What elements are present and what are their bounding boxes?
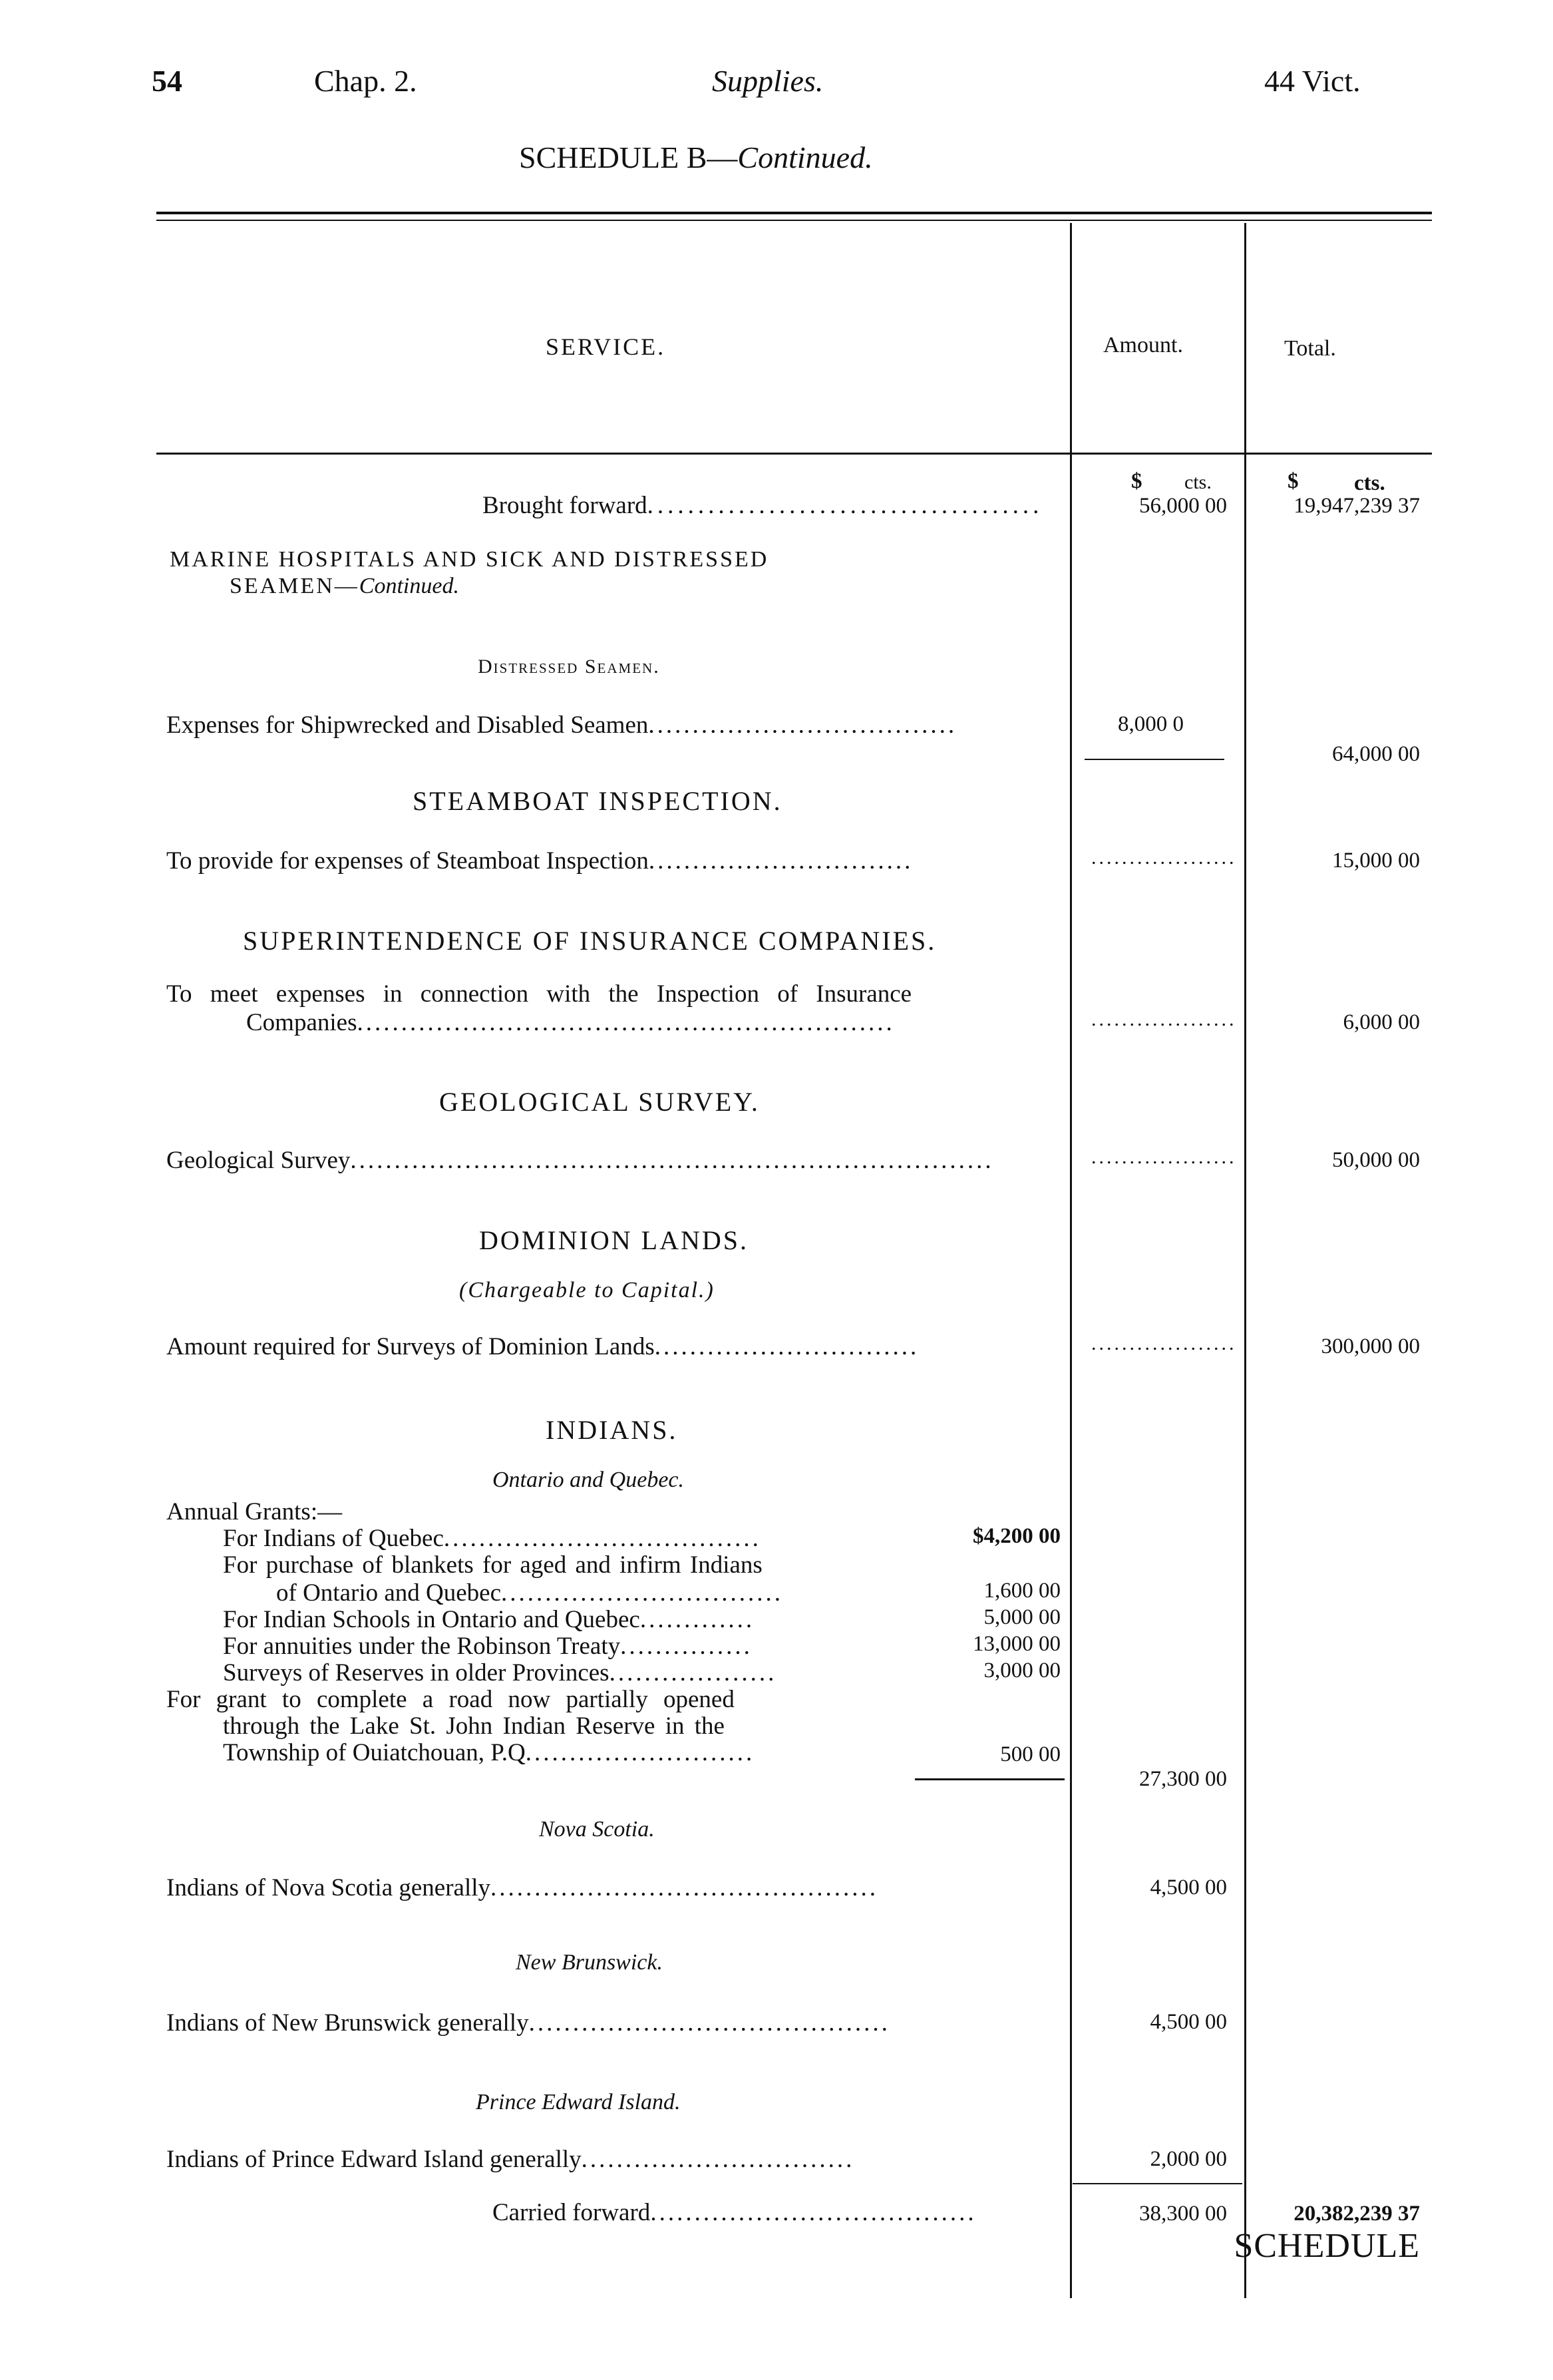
top-rule-thin: [156, 220, 1432, 221]
brought-forward-amount: 56,000 00: [1139, 494, 1227, 518]
indian-schools-value: 5,000 00: [983, 1605, 1061, 1629]
nova-scotia-amount: 4,500 00: [1150, 1876, 1227, 1899]
total-column-divider: [1244, 223, 1246, 2298]
shipwrecked-seamen-amount: 8,000 0: [1118, 712, 1184, 736]
total-dollar-sign: $: [1288, 469, 1299, 493]
dominion-amount-leaders: ...................: [1091, 1332, 1237, 1354]
geological-amount-leaders: ...................: [1091, 1146, 1237, 1168]
geological-label: Geological Survey.........................................................................: [166, 1147, 994, 1174]
page-number: 54: [152, 64, 182, 98]
subject-label: Supplies.: [712, 64, 824, 98]
schedule-title: [519, 140, 873, 175]
carried-forward-rule: [1073, 2183, 1242, 2184]
ontario-quebec-heading: Ontario and Quebec.: [492, 1468, 685, 1492]
schedule-title-continued: Continued.: [737, 140, 873, 174]
insurance-heading: SUPERINTENDENCE OF INSURANCE COMPANIES.: [243, 926, 937, 956]
insurance-amount-leaders: ...................: [1091, 1008, 1237, 1030]
robinson-treaty-value: 13,000 00: [973, 1632, 1061, 1656]
ontario-subtotal-rule: [915, 1778, 1065, 1780]
carried-forward-label: Carried forward.....................................: [492, 2199, 977, 2226]
amount-cents-label: cts.: [1184, 471, 1212, 493]
indians-heading: INDIANS.: [546, 1415, 678, 1445]
amount-column-divider: [1070, 223, 1072, 2298]
dominion-total: 300,000 00: [1321, 1334, 1420, 1358]
total-cents-label: cts.: [1354, 471, 1385, 495]
road-grant-line2: through the Lake St. John Indian Reserve in the: [223, 1712, 725, 1740]
pei-amount: 2,000 00: [1150, 2147, 1227, 2171]
ontario-subtotal: 27,300 00: [1139, 1767, 1227, 1791]
road-grant-line1: For grant to complete a road now partially opened: [166, 1686, 735, 1713]
steamboat-amount-leaders: ...................: [1091, 847, 1237, 869]
distressed-seamen-subheading: Distressed Seamen.: [478, 656, 660, 678]
marine-total: 64,000 00: [1332, 742, 1420, 766]
geological-heading: GEOLOGICAL SURVEY.: [439, 1087, 760, 1117]
blankets-label-line2: of Ontario and Quebec................................: [276, 1579, 784, 1607]
catchword: SCHEDULE: [1234, 2227, 1420, 2265]
amount-dollar-sign: $: [1131, 469, 1142, 493]
header-rule: [156, 453, 1432, 455]
road-grant-value: 500 00: [1000, 1742, 1061, 1766]
marine-heading-line2: SEAMEN—Continued.: [230, 574, 459, 598]
new-brunswick-heading: New Brunswick.: [516, 1950, 663, 1975]
insurance-label-line2: Companies.............................................................: [246, 1009, 895, 1036]
nova-scotia-heading: Nova Scotia.: [539, 1817, 655, 1842]
geological-total: 50,000 00: [1332, 1148, 1420, 1172]
robinson-treaty-label: For annuities under the Robinson Treaty...............: [223, 1633, 753, 1660]
brought-forward-total: 19,947,239 37: [1294, 494, 1420, 518]
marine-heading-line1: MARINE HOSPITALS AND SICK AND DISTRESSED: [170, 547, 769, 572]
amount-column-header: Amount.: [1103, 333, 1183, 357]
steamboat-heading: STEAMBOAT INSPECTION.: [413, 786, 782, 816]
surveys-reserves-value: 3,000 00: [983, 1659, 1061, 1683]
schedule-title-main: SCHEDULE B—: [519, 140, 738, 174]
pei-label: Indians of Prince Edward Island generally...............................: [166, 2146, 855, 2173]
total-column-header: Total.: [1284, 336, 1336, 361]
insurance-label-line1: To meet expenses in connection with the Inspection of Insurance: [166, 980, 912, 1008]
service-column-header: SERVICE.: [546, 333, 666, 360]
top-rule: [156, 212, 1432, 214]
indians-quebec-value: $4,200 00: [973, 1524, 1061, 1548]
dominion-label: Amount required for Surveys of Dominion Lands..............................: [166, 1333, 920, 1360]
new-brunswick-label: Indians of New Brunswick generally.........................................: [166, 2009, 890, 2037]
regnal-year: 44 Vict.: [1264, 64, 1361, 98]
dominion-heading: DOMINION LANDS.: [479, 1225, 749, 1255]
blankets-value: 1,600 00: [983, 1579, 1061, 1603]
carried-forward-total: 20,382,239 37: [1294, 2202, 1420, 2226]
surveys-reserves-label: Surveys of Reserves in older Provinces...................: [223, 1659, 777, 1686]
pei-heading: Prince Edward Island.: [476, 2090, 681, 2114]
chapter-label: Chap. 2.: [314, 64, 417, 98]
steamboat-total: 15,000 00: [1332, 849, 1420, 873]
insurance-total: 6,000 00: [1343, 1010, 1420, 1034]
annual-grants-label: Annual Grants:—: [166, 1498, 343, 1525]
indians-quebec-label: For Indians of Quebec....................................: [223, 1525, 761, 1552]
nova-scotia-label: Indians of Nova Scotia generally............................................: [166, 1874, 879, 1901]
blankets-label-line1: For purchase of blankets for aged and infirm Indians: [223, 1551, 763, 1579]
dominion-subheading: (Chargeable to Capital.): [459, 1278, 715, 1302]
road-grant-line3: Township of Ouiatchouan, P.Q..........................: [223, 1739, 755, 1766]
steamboat-label: To provide for expenses of Steamboat Inspection..............................: [166, 847, 914, 875]
indian-schools-label: For Indian Schools in Ontario and Quebec.............: [223, 1606, 755, 1633]
new-brunswick-amount: 4,500 00: [1150, 2010, 1227, 2034]
carried-forward-amount: 38,300 00: [1139, 2202, 1227, 2226]
marine-subtotal-rule: [1085, 759, 1224, 760]
brought-forward-label: Brought forward.......................................: [482, 492, 1043, 519]
shipwrecked-seamen-label: Expenses for Shipwrecked and Disabled Seamen...................................: [166, 711, 957, 739]
